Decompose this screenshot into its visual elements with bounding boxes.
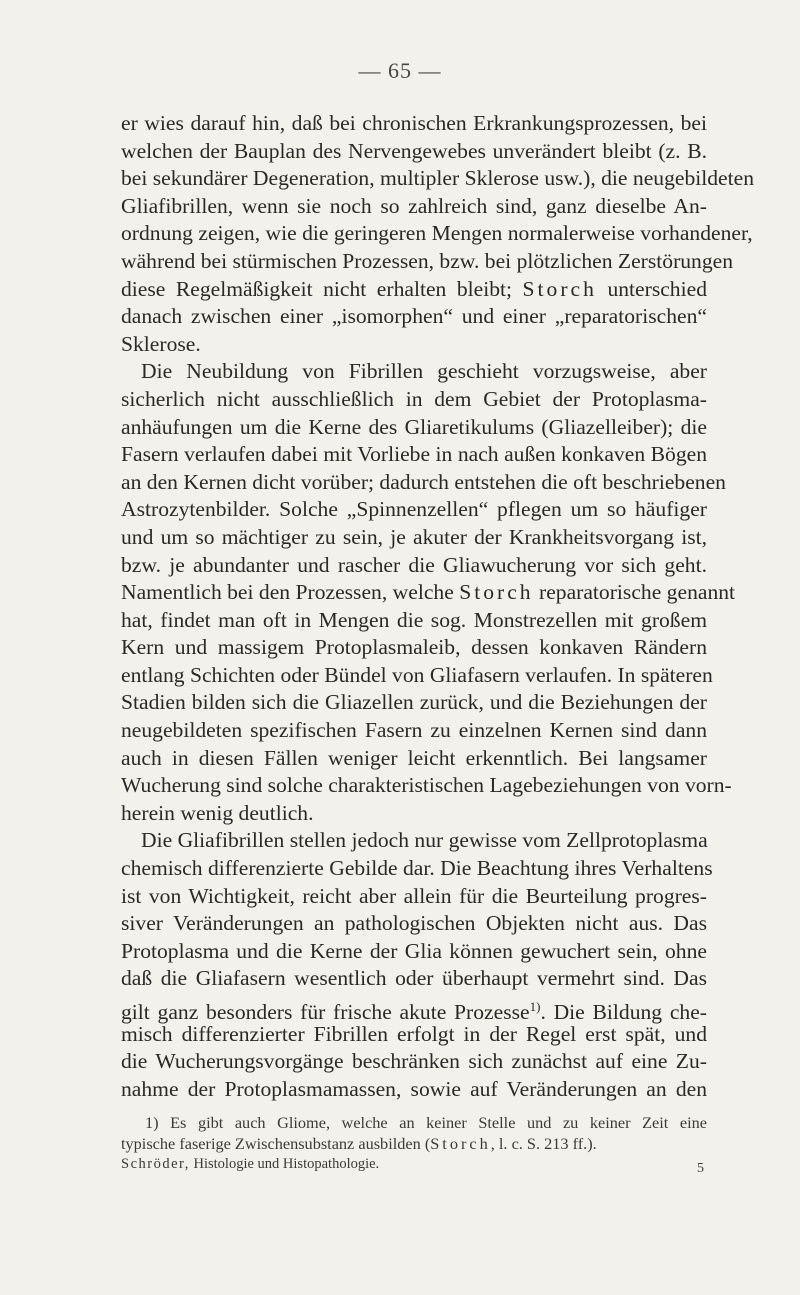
text-line: hat, findet man oft in Mengen die sog. Monstrezellen mit großem (121, 607, 707, 632)
text-line: Gliafibrillen, wenn sie noch so zahlreich sind, ganz dieselbe An- (121, 193, 707, 218)
author-name: Storch (522, 276, 597, 301)
text-line: nahme der Protoplasmamassen, sowie auf Veränderungen an den (121, 1076, 707, 1101)
text-line: auch in diesen Fällen weniger leicht erkenntlich. Bei langsamer (121, 745, 707, 770)
text-line: an den Kernen dicht vorüber; dadurch entstehen die oft beschriebenen (121, 469, 726, 494)
footnote-line (121, 1133, 707, 1154)
text-line: welchen der Bauplan des Nervengewebes unverändert bleibt (z. B. (121, 138, 707, 163)
text-line: Wucherung sind solche charakteristischen Lagebeziehungen von vorn- (121, 773, 732, 798)
footnote-block (121, 1112, 707, 1174)
text-line: sicherlich nicht ausschließlich in dem Gebiet der Protoplasma- (121, 386, 707, 411)
text-segment: Namentlich bei den Prozessen, welche (121, 580, 454, 605)
text-segment: . Die Bildung che- (540, 1000, 707, 1025)
text-line: danach zwischen einer „isomorphen“ und einer „reparatorischen“ (121, 304, 707, 329)
author-name: Storch (459, 580, 534, 605)
signature-author: Schröder, (121, 1156, 190, 1172)
author-name: Storch (430, 1134, 491, 1153)
page-number: — 65 — (358, 58, 442, 83)
text-line (121, 579, 736, 607)
text-line: anhäufungen um die Kerne des Gliaretikulums (Gliazelleiber); die (121, 414, 707, 439)
footnote-line: 1) Es gibt auch Gliome, welche an keiner Stelle und zu keiner Zeit eine (145, 1113, 707, 1132)
text-line: Kern und massigem Protoplasmaleib, dessen konkaven Rändern (121, 635, 707, 660)
text-line: Protoplasma und die Kerne der Glia können gewuchert sein, ohne (121, 938, 707, 963)
text-line: siver Veränderungen an pathologischen Objekten nicht aus. Das (121, 911, 707, 936)
signature-line (121, 1154, 707, 1174)
text-line: ist von Wichtigkeit, reicht aber allein für die Beurteilung progres- (121, 883, 707, 908)
text-line (121, 993, 707, 1025)
text-segment: diese Regelmäßigkeit nicht erhalten bleibt; (121, 276, 513, 301)
text-line: entlang Schichten oder Bündel von Gliafasern verlaufen. In späteren (121, 662, 713, 687)
text-segment: gilt ganz besonders für frische akute Prozesse (121, 1000, 530, 1025)
text-line: ordnung zeigen, wie die geringeren Mengen normalerweise vorhandener, (121, 221, 753, 246)
text-line: bzw. je abundanter und rascher die Gliawucherung vor sich geht. (121, 552, 707, 577)
text-line: herein wenig deutlich. (121, 800, 314, 825)
text-segment: unterschied (607, 276, 707, 301)
text-line: er wies darauf hin, daß bei chronischen Erkrankungsprozessen, bei (121, 111, 707, 135)
text-line: die Wucherungsvorgänge beschränken sich zunächst auf eine Zu- (121, 1049, 707, 1074)
text-segment: typische faserige Zwischensubstanz ausbilden ( (121, 1134, 431, 1153)
text-line: Astrozytenbilder. Solche „Spinnenzellen“ pflegen um so häufiger (121, 497, 707, 522)
text-segment: reparatorische genannt (539, 580, 736, 605)
body-text (121, 110, 755, 1103)
text-line: chemisch differenzierte Gebilde dar. Die Beachtung ihres Verhaltens (121, 856, 713, 881)
text-line: Die Gliafibrillen stellen jedoch nur gewisse vom Zellprotoplasma (141, 828, 708, 853)
signature-title: Histologie und Histopathologie. (193, 1156, 380, 1172)
text-segment: , l. c. S. 213 ff.). (490, 1134, 597, 1153)
text-line: während bei stürmischen Prozessen, bzw. bei plötzlichen Zerstörungen (121, 248, 734, 273)
text-line: und um so mächtiger zu sein, je akuter der Krankheitsvorgang ist, (121, 524, 707, 549)
footnote-marker: 1) (529, 999, 541, 1014)
signature-text (121, 1154, 707, 1174)
text-line: daß die Gliafasern wesentlich oder überhaupt vermehrt sind. Das (121, 966, 707, 991)
text-line: Die Neubildung von Fibrillen geschieht vorzugsweise, aber (141, 359, 707, 384)
text-line: Fasern verlaufen dabei mit Vorliebe in nach außen konkaven Bögen (121, 442, 707, 467)
text-line: misch differenzierter Fibrillen erfolgt in der Regel erst spät, und (121, 1021, 707, 1046)
text-line: neugebildeten spezifischen Fasern zu einzelnen Kernen sind dann (121, 718, 707, 743)
text-line: bei sekundärer Degeneration, multipler Sklerose usw.), die neugebildeten (121, 166, 755, 191)
text-line: Stadien bilden sich die Gliazellen zurück, und die Beziehungen der (121, 690, 707, 715)
text-line: Sklerose. (121, 331, 201, 356)
text-line (121, 276, 707, 304)
signature-mark: 5 (697, 1161, 704, 1176)
